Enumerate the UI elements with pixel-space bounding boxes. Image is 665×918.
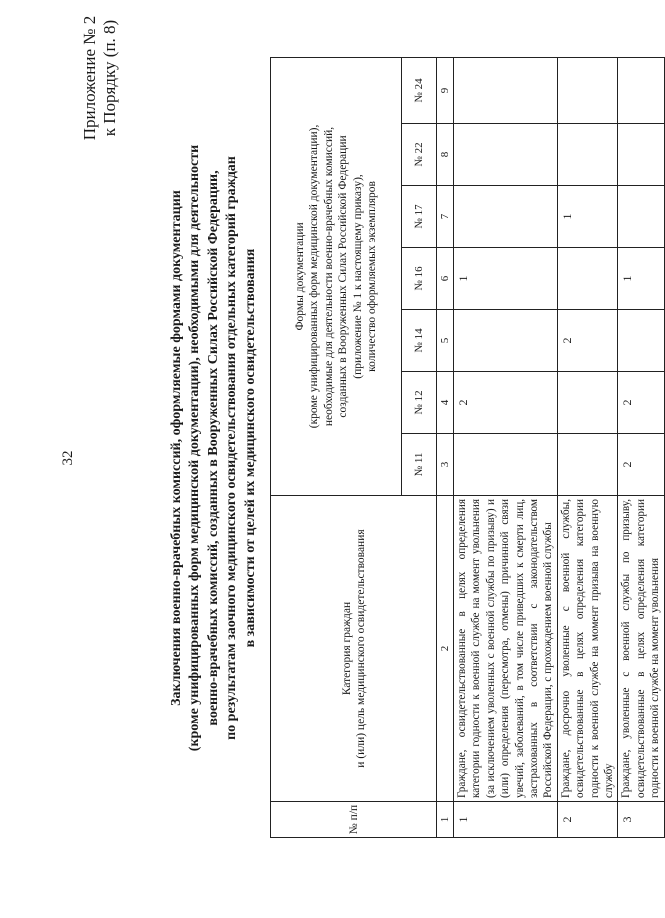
form-count-cell	[454, 310, 558, 372]
form-count-cell: 2	[618, 434, 664, 496]
header-num: № п/п	[271, 802, 437, 838]
form-count-cell	[618, 186, 664, 248]
document-title	[168, 58, 260, 838]
appendix-line: к Порядку (п. 8)	[100, 19, 119, 137]
column-number: 6	[437, 248, 454, 310]
title-line: военно-врачебных комиссий, созданных в Вооруженных Силах Российской Федерации,	[205, 170, 221, 726]
title-line: в зависимости от целей их медицинского освидетельствования	[242, 248, 258, 648]
table-header-row	[271, 57, 402, 837]
form-count-cell: 2	[557, 310, 618, 372]
form-count-cell	[454, 57, 558, 123]
form-count-cell	[454, 124, 558, 186]
form-count-cell	[454, 434, 558, 496]
form-count-cell	[557, 372, 618, 434]
header-forms-line: (приложение № 1 к настоящему приказу),	[351, 174, 364, 379]
title-line: по результатам заочного медицинского освидетельствования отдельных категорий граждан	[224, 156, 240, 740]
header-forms-line: (кроме унифицированных форм медицинской документации),	[308, 124, 320, 429]
header-forms-line: необходимые для деятельности военно-врачебных комиссий,	[322, 126, 335, 427]
form-count-cell	[557, 248, 618, 310]
page-number: 32	[60, 450, 76, 466]
appendix-reference	[80, 8, 120, 148]
row-number: 2	[557, 802, 618, 838]
form-count-cell: 1	[618, 248, 664, 310]
forms-table	[270, 57, 665, 838]
header-category	[271, 496, 437, 802]
column-number: 2	[437, 496, 454, 802]
header-category-line: Категория граждан	[340, 601, 353, 696]
form-count-cell	[618, 57, 664, 123]
column-number: 1	[437, 802, 454, 838]
form-count-cell	[557, 57, 618, 123]
header-category-line: и (или) цель медицинского освидетельствования	[354, 529, 367, 768]
table-row	[557, 57, 618, 837]
column-number: 3	[437, 434, 454, 496]
form-count-cell	[618, 124, 664, 186]
form-count-cell	[454, 186, 558, 248]
table-row	[454, 57, 558, 837]
form-number: № 24	[402, 57, 437, 123]
form-number: № 14	[402, 310, 437, 372]
column-number: 4	[437, 372, 454, 434]
header-forms-line: количество оформляемых экземпляров	[366, 181, 378, 372]
form-count-cell: 2	[618, 372, 664, 434]
form-count-cell	[618, 310, 664, 372]
form-count-cell	[557, 434, 618, 496]
form-number: № 12	[402, 372, 437, 434]
table-row	[618, 57, 664, 837]
form-count-cell: 1	[557, 186, 618, 248]
title-line: (кроме унифицированных форм медицинской документации), необходимыми для деятельности	[187, 144, 203, 752]
column-number: 5	[437, 310, 454, 372]
form-number: № 22	[402, 124, 437, 186]
form-number: № 17	[402, 186, 437, 248]
column-number: 8	[437, 124, 454, 186]
title-line: Заключения военно-врачебных комиссий, оформляемые формами документации	[169, 190, 184, 706]
column-numbers-row	[437, 57, 454, 837]
row-description: Граждане, освидетельствованные в целях определения категории годности к военной службе на момент увольнения (за исключением уволенных с военной службы по призыву) и (или) определения (пересмотра, отмены) причинной связи увечий, заболеваний, в том числе приведших к смерти лиц, застрахованных в соответствии с законодательством Российской Федерации, с прохождением военной службы	[454, 496, 558, 802]
row-number: 1	[454, 802, 558, 838]
row-description: Граждане, уволенные с военной службы по призыву, освидетельствованные в целях определения категории годности к военной службе на момент увольнения	[618, 496, 664, 802]
column-number: 7	[437, 186, 454, 248]
form-count-cell: 2	[454, 372, 558, 434]
header-forms	[271, 57, 402, 495]
header-forms-line: Формы документации	[293, 222, 306, 331]
column-number: 9	[437, 57, 454, 123]
appendix-line: Приложение № 2	[80, 15, 99, 141]
form-count-cell: 1	[454, 248, 558, 310]
row-number: 3	[618, 802, 664, 838]
form-count-cell	[557, 124, 618, 186]
row-description: Граждане, досрочно уволенные с военной службы, освидетельствованные в целях определения категории годности к военной службе на момент призыва на военную службу	[557, 496, 618, 802]
form-number: № 16	[402, 248, 437, 310]
form-number: № 11	[402, 434, 437, 496]
header-forms-line: созданных в Вооруженных Силах Российской Федерации	[337, 135, 349, 418]
